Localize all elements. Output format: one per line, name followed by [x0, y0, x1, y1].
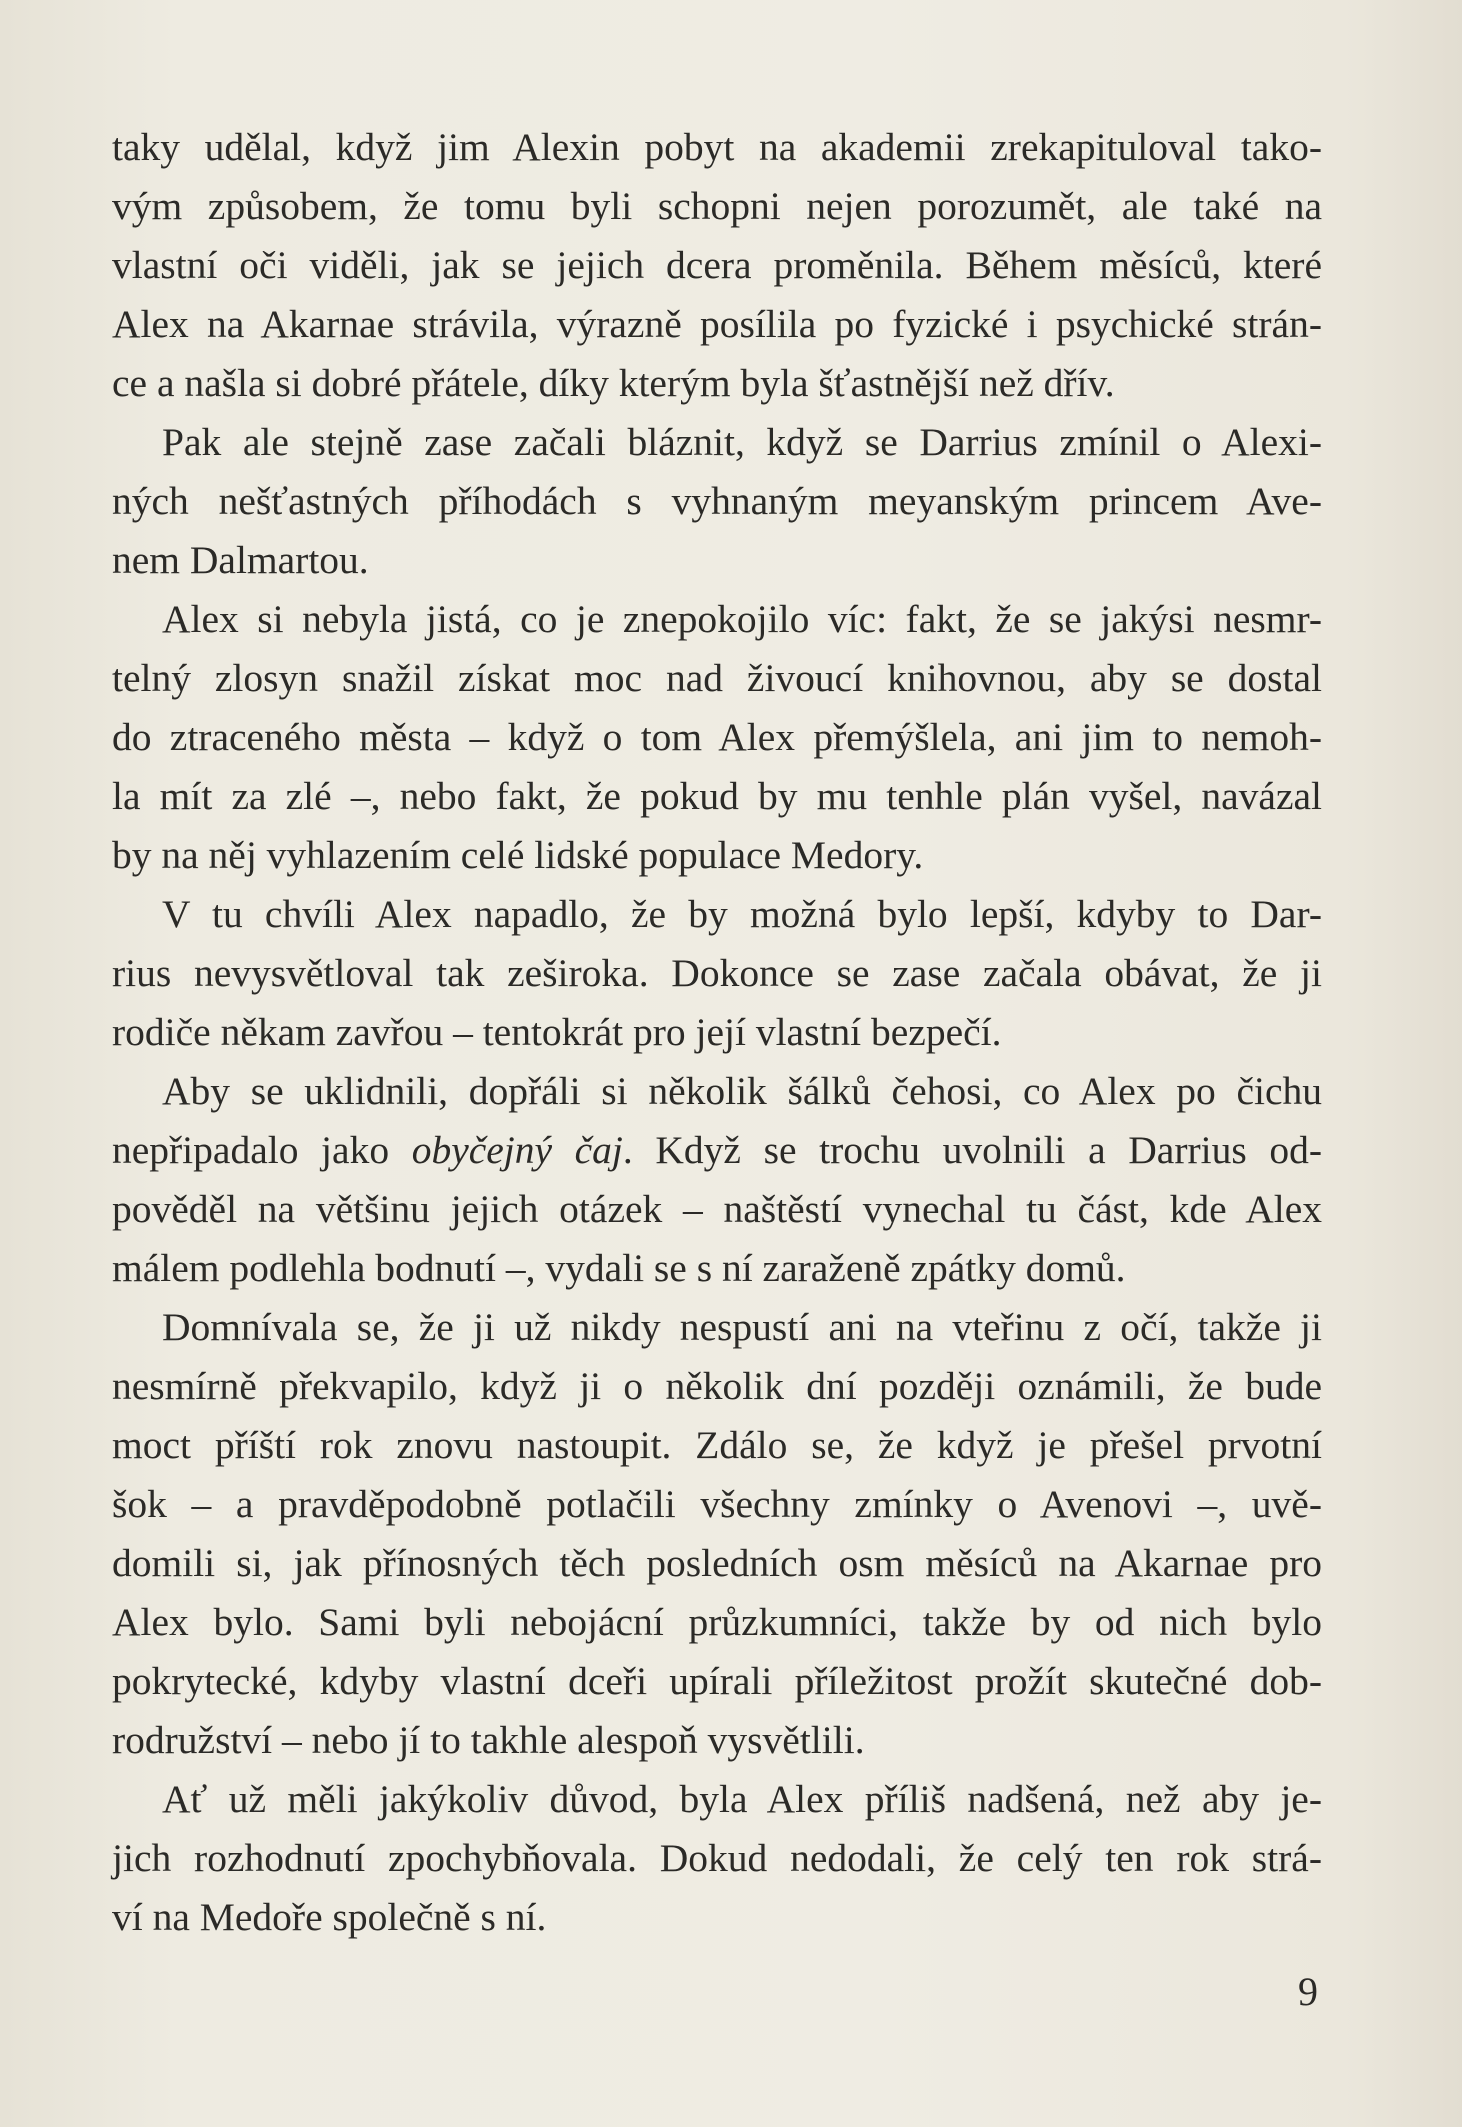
- text-line: moct příští rok znovu nastoupit. Zdálo se, že když je přešel prvotní: [112, 1423, 1322, 1467]
- text-line: Pak ale stejně zase začali bláznit, když se Darrius zmínil o Alexi-: [162, 420, 1322, 464]
- text-line: pověděl na většinu jejich otázek – naštěstí vynechal tu část, kde Alex: [112, 1187, 1322, 1231]
- text-line: Alex bylo. Sami byli nebojácní průzkumníci, takže by od nich bylo: [112, 1600, 1322, 1644]
- text-line: nesmírně překvapilo, když ji o několik dní později oznámili, že bude: [112, 1364, 1322, 1408]
- paragraph: [112, 590, 1322, 885]
- text-line-with-italic: [112, 1121, 1322, 1180]
- text-line: taky udělal, když jim Alexin pobyt na akademii zrekapituloval tako-: [112, 125, 1322, 169]
- text-line: Alex na Akarnae strávila, výrazně posílila po fyzické i psychické strán-: [112, 302, 1322, 346]
- paragraph: [112, 413, 1322, 590]
- paragraph: [112, 1062, 1322, 1298]
- text-line: rodružství – nebo jí to takhle alespoň vysvětlili.: [112, 1718, 865, 1762]
- text-line: vlastní oči viděli, jak se jejich dcera proměnila. Během měsíců, které: [112, 243, 1322, 287]
- text-line: ných nešťastných příhodách s vyhnaným meyanským princem Ave-: [112, 479, 1322, 523]
- text-line: la mít za zlé –, nebo fakt, že pokud by mu tenhle plán vyšel, navázal: [112, 774, 1322, 818]
- text-line: V tu chvíli Alex napadlo, že by možná bylo lepší, kdyby to Dar-: [162, 892, 1322, 936]
- text-line: Alex si nebyla jistá, co je znepokojilo víc: fakt, že se jakýsi nesmr-: [162, 597, 1322, 641]
- text-line: málem podlehla bodnutí –, vydali se s ní zaraženě zpátky domů.: [112, 1246, 1126, 1290]
- body-text: [112, 118, 1322, 1947]
- text-run: . Když se trochu uvolnili a Darrius od-: [622, 1128, 1323, 1172]
- text-line: domili si, jak přínosných těch posledních osm měsíců na Akarnae pro: [112, 1541, 1322, 1585]
- text-line: do ztraceného města – když o tom Alex přemýšlela, ani jim to nemoh-: [112, 715, 1322, 759]
- text-line: ví na Medoře společně s ní.: [112, 1895, 547, 1939]
- text-line: ce a našla si dobré přátele, díky kterým byla šťastnější než dřív.: [112, 361, 1115, 405]
- paragraph: [112, 1298, 1322, 1770]
- paragraph: [112, 118, 1322, 413]
- text-line: Ať už měli jakýkoliv důvod, byla Alex příliš nadšená, než aby je-: [162, 1777, 1322, 1821]
- text-line: Aby se uklidnili, dopřáli si několik šálků čehosi, co Alex po čichu: [162, 1069, 1322, 1113]
- text-line: jich rozhodnutí zpochybňovala. Dokud nedodali, že celý ten rok strá-: [112, 1836, 1322, 1880]
- italic-phrase: obyčejný čaj: [411, 1128, 623, 1172]
- text-line: vým způsobem, že tomu byli schopni nejen porozumět, ale také na: [112, 184, 1322, 228]
- text-line: rius nevysvětloval tak zeširoka. Dokonce se zase začala obávat, že ji: [112, 951, 1322, 995]
- text-line: by na něj vyhlazením celé lidské populace Medory.: [112, 833, 924, 877]
- text-line: nem Dalmartou.: [112, 538, 369, 582]
- text-run: nepřipadalo jako: [112, 1128, 412, 1172]
- page-number: 9: [1298, 1969, 1318, 2014]
- text-line: rodiče někam zavřou – tentokrát pro její vlastní bezpečí.: [112, 1010, 1002, 1054]
- text-line: Domnívala se, že ji už nikdy nespustí ani na vteřinu z očí, takže ji: [162, 1305, 1322, 1349]
- text-line: pokrytecké, kdyby vlastní dceři upírali příležitost prožít skutečné dob-: [112, 1659, 1322, 1703]
- text-line: šok – a pravděpodobně potlačili všechny zmínky o Avenovi –, uvě-: [112, 1482, 1322, 1526]
- text-line: telný zlosyn snažil získat moc nad živoucí knihovnou, aby se dostal: [112, 656, 1322, 700]
- paragraph: [112, 1770, 1322, 1947]
- paragraph: [112, 885, 1322, 1062]
